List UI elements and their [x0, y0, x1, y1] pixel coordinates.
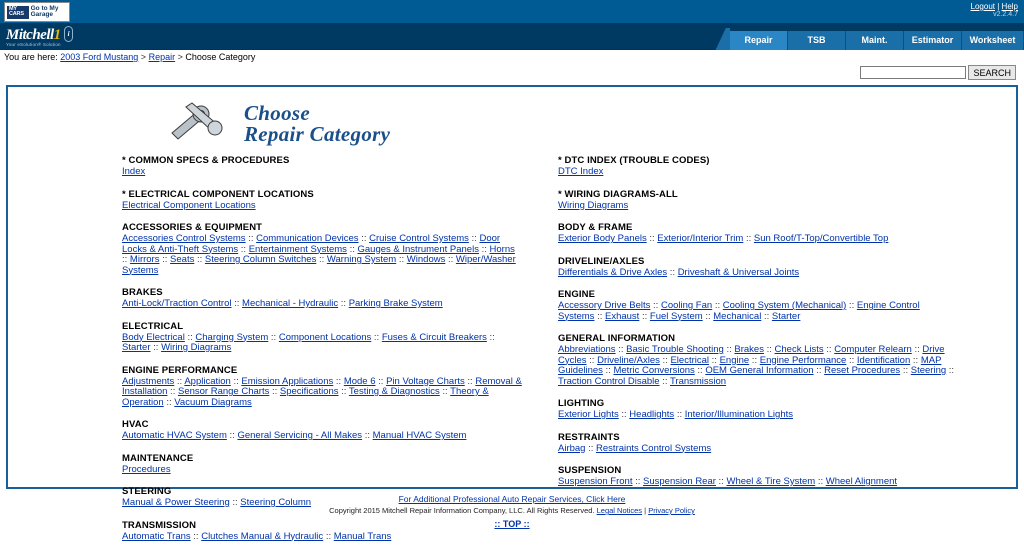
category-link[interactable]: Vacuum Diagrams [174, 396, 252, 408]
category-links [122, 532, 522, 543]
category-links [122, 201, 522, 212]
link-separator: :: [184, 331, 196, 343]
category-link[interactable]: Fuel System [649, 310, 703, 322]
link-separator: :: [910, 354, 921, 366]
left-category-column [122, 155, 522, 553]
wrench-icon [168, 101, 238, 147]
top-right-links [971, 2, 1018, 18]
version-label: v2.2.4.7 [993, 11, 1018, 18]
link-separator: :: [709, 354, 720, 366]
category-links [558, 167, 958, 178]
category-link[interactable]: Electrical Component Locations [122, 199, 256, 211]
category-link[interactable]: Exterior/Interior Trim [657, 233, 744, 244]
category-link[interactable]: Theory & Operation [122, 386, 489, 408]
category-link[interactable]: Cooling System (Mechanical) [722, 300, 847, 311]
category-link[interactable]: Basic Trouble Shooting [626, 344, 724, 355]
breadcrumb-prefix: You are here: [4, 52, 58, 62]
brand-dot: 1 [53, 27, 61, 43]
category-heading: * COMMON SPECS & PROCEDURES [122, 155, 290, 166]
top-bar [0, 0, 1024, 24]
tab-worksheet[interactable]: Worksheet [962, 31, 1024, 50]
category-links [558, 301, 958, 322]
category-links [558, 410, 958, 421]
link-separator: :: [743, 233, 754, 244]
link-separator: :: [659, 375, 670, 387]
app-header [0, 24, 1024, 50]
category-link[interactable]: Index [122, 166, 146, 177]
link-separator: :: [615, 344, 627, 355]
category-link[interactable]: Door Locks & Anti-Theft Systems [122, 233, 501, 255]
category-link[interactable]: Headlights [629, 409, 675, 420]
category-link[interactable]: Manual & Power Steering [122, 497, 230, 508]
category-heading: ACCESSORIES & EQUIPMENT [122, 222, 263, 233]
category-link[interactable]: Gauges & Instrument Panels [357, 243, 479, 255]
link-separator: :: [163, 396, 175, 408]
category-link[interactable]: Automatic HVAC System [122, 430, 227, 441]
category-group [558, 155, 958, 178]
link-separator: :: [269, 386, 280, 397]
link-separator: :: [694, 365, 706, 376]
link-separator: :: [238, 243, 249, 255]
brand-logo [6, 26, 73, 48]
category-group [558, 333, 958, 387]
category-heading: BODY & FRAME [558, 222, 633, 233]
link-separator: :: [650, 300, 661, 311]
category-heading: * ELECTRICAL COMPONENT LOCATIONS [122, 188, 314, 200]
link-separator: :: [445, 254, 456, 265]
my-garage-label: Go to My Garage [30, 4, 59, 18]
link-separator: :: [911, 344, 923, 355]
category-heading: ELECTRICAL [122, 320, 184, 332]
category-heading: BRAKES [122, 287, 163, 298]
category-link[interactable]: Accessories Control Systems [122, 233, 246, 244]
breadcrumb-current: Choose Category [185, 52, 256, 62]
tab-estimator[interactable]: Estimator [904, 31, 962, 50]
right-category-column [558, 155, 958, 553]
category-link[interactable]: Adjustments [122, 375, 175, 387]
link-separator: :: [230, 375, 242, 387]
category-link[interactable]: Entertainment Systems [248, 243, 347, 255]
breadcrumb-repair[interactable]: Repair [148, 52, 176, 62]
link-separator: :: [371, 331, 382, 343]
category-link[interactable]: Exterior Lights [558, 409, 619, 420]
category-link[interactable]: Cruise Control Systems [369, 233, 469, 244]
link-separator: :: [150, 342, 162, 353]
category-links [558, 444, 958, 455]
category-link[interactable]: Wiring Diagrams [161, 342, 232, 353]
category-links [558, 201, 958, 212]
brand-name: Mitchell [6, 27, 54, 43]
link-separator: :: [245, 233, 257, 244]
link-separator: :: [338, 386, 349, 397]
category-link[interactable]: MAP Guidelines [558, 354, 942, 376]
category-link[interactable]: General Servicing - All Makes [237, 430, 363, 441]
category-heading: TRANSMISSION [122, 519, 197, 531]
category-link[interactable]: Mirrors [129, 254, 160, 265]
category-group [558, 432, 958, 455]
link-separator: :: [846, 354, 857, 366]
category-heading: ENGINE PERFORMANCE [122, 364, 238, 376]
category-link[interactable]: OEM General Information [705, 365, 814, 376]
link-separator: :: [194, 254, 205, 265]
category-link[interactable]: Warning System [326, 254, 397, 265]
link-separator: :: [268, 331, 279, 343]
link-separator: :: [586, 354, 598, 366]
category-heading: DRIVELINE/AXLES [558, 255, 645, 267]
category-link[interactable]: Reset Procedures [824, 365, 901, 376]
category-link[interactable]: Airbag [558, 442, 586, 454]
link-separator: :: [900, 365, 911, 376]
category-links [122, 498, 522, 509]
link-separator: :: [316, 254, 327, 265]
link-separator: :: [846, 300, 857, 311]
category-link[interactable]: Application [184, 375, 231, 387]
link-separator: :: [639, 310, 650, 322]
category-link[interactable]: Mechanical [713, 310, 762, 322]
category-link[interactable]: Wiper/Washer Systems [122, 254, 516, 276]
category-link[interactable]: Mechanical - Hydraulic [242, 298, 339, 309]
page-title-line1: Choose [244, 101, 310, 125]
category-link[interactable]: Specifications [279, 386, 339, 397]
tab-repair[interactable]: Repair [730, 31, 788, 50]
category-link[interactable]: Manual Trans [333, 530, 392, 542]
link-separator: :: [464, 375, 476, 387]
link-separator: :: [715, 476, 727, 487]
search-row [0, 65, 1024, 83]
page-title-line2: Repair Category [244, 122, 391, 146]
link-separator: :: [712, 300, 723, 311]
link-separator: :: [646, 233, 658, 244]
category-link[interactable]: Parking Brake System [348, 298, 443, 309]
category-link[interactable]: Electrical [670, 354, 710, 366]
category-link[interactable]: Steering Column [240, 497, 312, 508]
link-separator: :: [231, 298, 243, 309]
category-link[interactable]: Communication Devices [256, 233, 359, 244]
category-group [558, 398, 958, 421]
category-link[interactable]: Horns [489, 243, 515, 255]
category-link[interactable]: Anti-Lock/Traction Control [122, 298, 232, 309]
category-link[interactable]: Steering [910, 365, 947, 376]
link-separator: :: [333, 375, 344, 387]
category-group [122, 453, 522, 476]
link-separator: :: [761, 310, 772, 322]
category-group [558, 189, 958, 212]
link-separator: :: [813, 365, 825, 376]
link-separator: :: [815, 476, 826, 487]
category-link[interactable]: Wiring Diagrams [558, 199, 629, 211]
category-group [122, 222, 522, 276]
my-garage-button[interactable] [4, 2, 70, 22]
category-links [558, 234, 958, 245]
link-separator: :: [674, 409, 685, 420]
link-separator: :: [946, 365, 955, 376]
category-link[interactable]: Removal & Installation [122, 375, 522, 397]
category-link[interactable]: Metric Conversions [613, 365, 695, 376]
link-separator: :: [159, 254, 171, 265]
link-separator: :: [602, 365, 614, 376]
link-separator: :: [478, 243, 490, 255]
category-group [122, 419, 522, 442]
category-link[interactable]: Driveline/Axles [597, 354, 660, 366]
link-separator: :: [229, 497, 241, 508]
category-link[interactable]: Exterior Body Panels [558, 233, 647, 244]
breadcrumb-sep-2: > [177, 52, 183, 62]
category-link[interactable]: Sensor Range Charts [177, 386, 270, 397]
category-link[interactable]: Windows [406, 254, 446, 265]
category-link[interactable]: Seats [170, 254, 195, 265]
category-link[interactable]: Exhaust [605, 310, 640, 322]
category-link[interactable]: Fuses & Circuit Breakers [381, 331, 487, 343]
link-separator: :: [174, 375, 185, 387]
legal-notices-link[interactable]: Legal Notices [596, 506, 643, 515]
link-separator: :: [702, 310, 714, 322]
category-link[interactable]: Body Electrical [122, 331, 185, 343]
breadcrumb-sep-1: > [140, 52, 147, 62]
link-separator: :: [226, 430, 238, 441]
category-heading: LIGHTING [558, 398, 605, 409]
category-link[interactable]: Computer Relearn [834, 344, 912, 355]
nav-curve-decoration [712, 28, 730, 50]
pro-services-link[interactable]: For Additional Professional Auto Repair Services, Click Here [398, 494, 626, 504]
category-group [122, 321, 522, 354]
category-links [122, 431, 522, 442]
category-group [122, 520, 522, 543]
link-separator: :: [632, 476, 644, 487]
category-link[interactable]: Engine Control Systems [558, 300, 920, 322]
category-link[interactable]: Engine Performance [759, 354, 847, 366]
link-separator: :: [594, 310, 605, 322]
link-separator: :: [396, 254, 407, 265]
category-link[interactable]: Charging System [195, 331, 269, 343]
back-to-top-link[interactable]: :: TOP :: [494, 519, 530, 529]
category-link[interactable]: Engine [719, 354, 750, 366]
privacy-policy-link[interactable]: Privacy Policy [648, 506, 695, 515]
link-separator: :: [667, 266, 678, 278]
category-link[interactable]: Restraints Control Systems [596, 442, 712, 454]
footer-divider: | [644, 506, 647, 515]
link-separator: :: [439, 386, 451, 397]
category-link[interactable]: Differentials & Drive Axles [558, 266, 668, 278]
category-link[interactable]: Cooling Fan [660, 300, 713, 311]
category-group [558, 222, 958, 245]
category-link[interactable]: Accessory Drive Belts [558, 300, 651, 311]
category-heading: HVAC [122, 419, 149, 430]
category-heading: MAINTENANCE [122, 452, 194, 464]
link-separator: :: [763, 344, 775, 355]
category-links [122, 465, 522, 476]
category-links [558, 477, 958, 488]
category-link[interactable]: Drive Cycles [558, 344, 945, 366]
category-links [122, 167, 522, 178]
category-links [122, 377, 522, 409]
category-link[interactable]: Interior/Illumination Lights [684, 409, 793, 420]
link-separator: :: [338, 298, 349, 309]
link-separator: :: [723, 344, 735, 355]
category-link[interactable]: Wheel Alignment [825, 476, 898, 487]
brand-tagline: Your eSolution® Solution [6, 42, 61, 47]
links-divider: | [997, 2, 1000, 11]
category-link[interactable]: Suspension Rear [643, 476, 716, 487]
category-link[interactable]: Suspension Front [558, 476, 633, 487]
link-separator: :: [122, 254, 130, 265]
link-separator: :: [362, 430, 373, 441]
category-columns [18, 151, 1006, 553]
link-separator: :: [618, 409, 630, 420]
category-group [558, 289, 958, 322]
category-heading: * DTC INDEX (TROUBLE CODES) [558, 155, 710, 166]
category-group [122, 287, 522, 310]
category-group [558, 465, 958, 488]
category-heading: SUSPENSION [558, 465, 622, 476]
category-link[interactable]: Testing & Diagnostics [348, 386, 440, 397]
category-links [122, 234, 522, 276]
search-button[interactable]: SEARCH [968, 65, 1016, 80]
category-link[interactable]: Procedures [122, 463, 171, 475]
category-link[interactable]: Mode 6 [343, 375, 376, 387]
category-links [122, 299, 522, 310]
link-separator: :: [358, 233, 370, 244]
category-link[interactable]: Clutches Manual & Hydraulic [201, 530, 324, 542]
category-group [558, 256, 958, 279]
category-links [558, 268, 958, 279]
tab-maint[interactable]: Maint. [846, 31, 904, 50]
category-link[interactable]: Transmission [669, 375, 727, 387]
category-group [122, 155, 522, 178]
copyright-text: Copyright 2015 Mitchell Repair Information Company, LLC. All Rights Reserved. [329, 506, 595, 515]
category-group [122, 365, 522, 409]
brand-badge: i [64, 26, 73, 42]
category-group [122, 486, 522, 509]
link-separator: :: [749, 354, 760, 366]
category-link[interactable]: Steering Column Switches [204, 254, 317, 265]
link-separator: :: [167, 386, 178, 397]
category-link[interactable]: Sun Roof/T-Top/Convertible Top [753, 233, 889, 244]
category-link[interactable]: Component Locations [278, 331, 372, 343]
category-link[interactable]: Manual HVAC System [372, 430, 467, 441]
category-links [558, 345, 958, 387]
link-separator: :: [823, 344, 835, 355]
category-heading: * WIRING DIAGRAMS-ALL [558, 188, 678, 200]
link-separator: :: [323, 530, 334, 542]
category-links [122, 333, 522, 354]
category-link[interactable]: Pin Voltage Charts [386, 375, 465, 387]
page-title-block [18, 93, 1006, 151]
category-link[interactable]: Check Lists [774, 344, 824, 355]
link-separator: :: [486, 331, 495, 343]
link-separator: :: [468, 233, 480, 244]
my-cars-logo: MY CARS [7, 6, 29, 19]
category-link[interactable]: Traction Control Disable [558, 375, 660, 387]
category-heading: STEERING [122, 486, 172, 497]
search-box [860, 65, 1016, 80]
category-heading: RESTRAINTS [558, 431, 620, 443]
link-separator: :: [190, 530, 202, 542]
category-link[interactable]: Starter [122, 342, 151, 353]
page-title [244, 103, 390, 145]
link-separator: :: [346, 243, 358, 255]
category-link[interactable]: Automatic Trans [122, 530, 191, 542]
main-nav-tabs [712, 28, 1024, 50]
category-link[interactable]: Emission Applications [241, 375, 334, 387]
category-link[interactable]: Abbreviations [558, 344, 616, 355]
category-heading: ENGINE [558, 289, 596, 300]
link-separator: :: [375, 375, 387, 387]
search-input[interactable] [860, 66, 966, 79]
breadcrumb [0, 50, 1024, 65]
category-link[interactable]: DTC Index [558, 166, 604, 177]
help-link[interactable]: Help [1001, 2, 1018, 11]
tab-tsb[interactable]: TSB [788, 31, 846, 50]
category-link[interactable]: Wheel & Tire System [726, 476, 816, 487]
category-link[interactable]: Driveshaft & Universal Joints [677, 266, 800, 278]
link-separator: :: [585, 442, 597, 454]
category-link[interactable]: Brakes [734, 344, 764, 355]
category-link[interactable]: Starter [771, 310, 801, 322]
link-separator: :: [659, 354, 671, 366]
category-heading: GENERAL INFORMATION [558, 333, 676, 344]
category-link[interactable]: Identification [856, 354, 911, 366]
breadcrumb-vehicle[interactable]: 2003 Ford Mustang [60, 52, 139, 62]
logout-link[interactable]: Logout [970, 2, 995, 11]
category-group [122, 189, 522, 212]
